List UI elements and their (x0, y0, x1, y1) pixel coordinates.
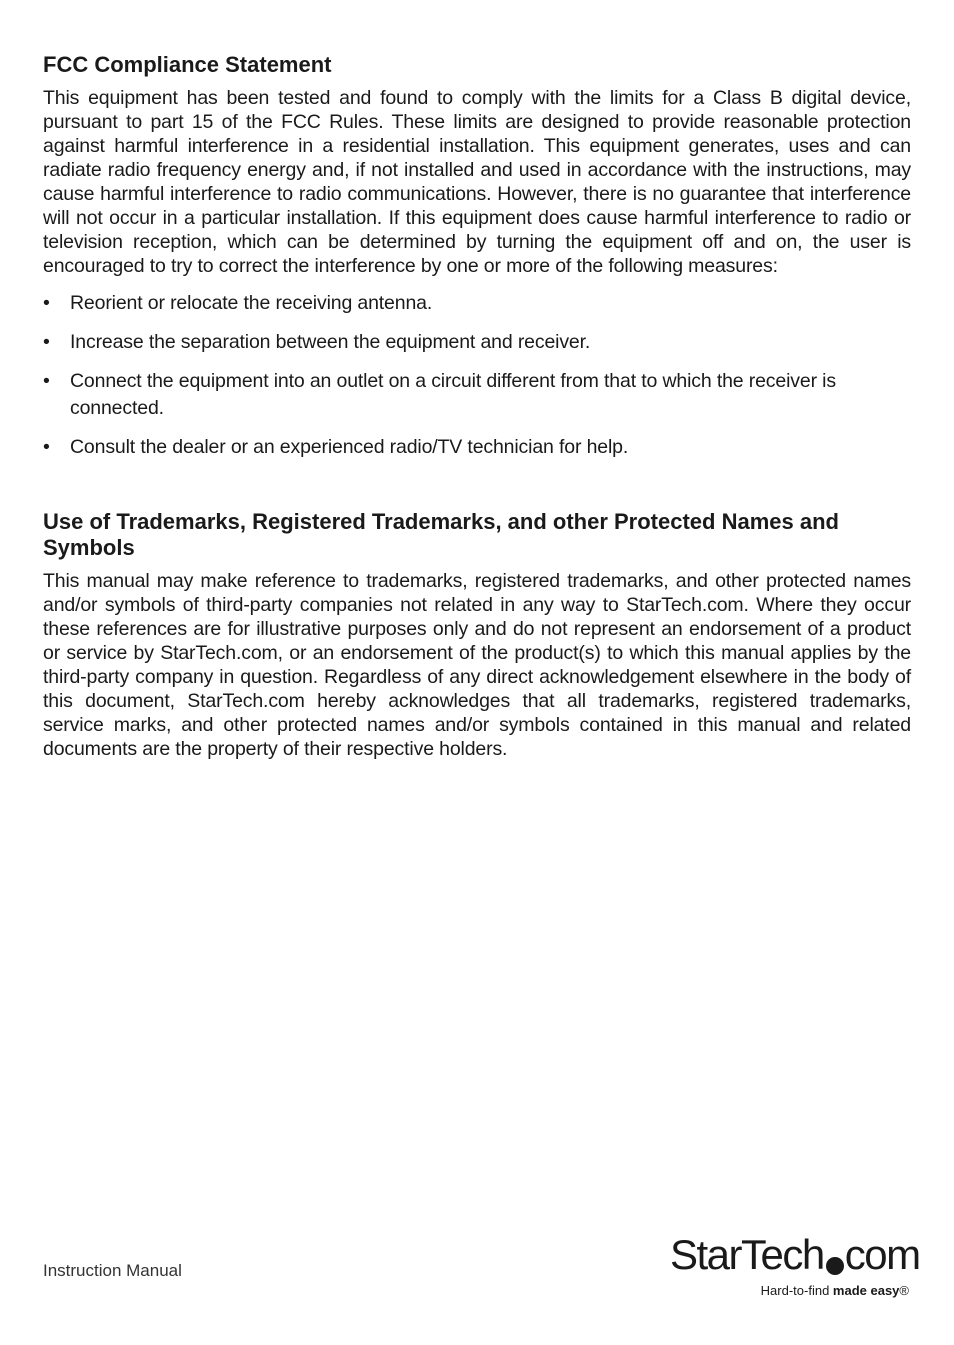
list-item (43, 434, 911, 461)
trademarks-heading: Use of Trademarks, Registered Trademarks, and other Protected Names and Symbols (43, 509, 839, 560)
footer-label: Instruction Manual (43, 1261, 182, 1280)
fcc-measures-list (43, 290, 911, 461)
logo-name: StarTech (670, 1231, 824, 1278)
trademarks-paragraph: This manual may make reference to trademarks, registered trademarks, and other protected names and/or symbols of third-party companies not related in any way to StarTech.com. Where they occur these references are for illustrative purposes only and do not represent an endorsement of a product or service by StarTech.com, or an endorsement of the product(s) to which this manual applies by the third-party company in question. Regardless of any direct acknowledgement elsewhere in the body of this document, StarTech.com hereby acknowledges that all trademarks, registered trademarks, service marks, and other protected names and/or symbols contained in this manual and related documents are the property of their respective holders. (43, 570, 911, 760)
list-item (43, 329, 911, 356)
list-item-text: Reorient or relocate the receiving antenna. (70, 292, 433, 314)
trademarks-section (43, 509, 911, 761)
list-item (43, 368, 911, 422)
bullet-icon: • (43, 331, 50, 353)
fcc-section (43, 52, 911, 461)
logo-dot-icon (826, 1257, 844, 1275)
bullet-icon: • (43, 370, 50, 392)
logo-suffix: com (844, 1231, 920, 1278)
logo-tagline-mark: ® (899, 1283, 909, 1298)
logo-tagline-bold: made easy (832, 1283, 900, 1298)
logo-wordmark (670, 1232, 920, 1278)
list-item-text: Connect the equipment into an outlet on a circuit different from that to which the receiver is connected. (70, 370, 836, 419)
document-page (43, 52, 911, 761)
logo-tagline (761, 1283, 909, 1298)
list-item-text: Increase the separation between the equipment and receiver. (70, 331, 591, 353)
bullet-icon: • (43, 436, 50, 458)
logo-tagline-regular: Hard-to-find (760, 1283, 833, 1298)
fcc-paragraph: This equipment has been tested and found to comply with the limits for a Class B digital device, pursuant to part 15 of the FCC Rules. These limits are designed to provide reasonable protection against harmful interference in a residential installation. This equipment generates, uses and can radiate radio frequency energy and, if not installed and used in accordance with the instructions, may cause harmful interference to radio communications. However, there is no guarantee that interference will not occur in a particular installation. If this equipment does cause harmful interference to radio or television reception, which can be determined by turning the equipment off and on, the user is encouraged to try to correct the interference by one or more of the following measures: (43, 87, 911, 277)
list-item (43, 290, 911, 317)
list-item-text: Consult the dealer or an experienced radio/TV technician for help. (70, 436, 629, 458)
startech-logo (670, 1231, 920, 1304)
fcc-heading: FCC Compliance Statement (43, 52, 332, 77)
bullet-icon: • (43, 292, 50, 314)
